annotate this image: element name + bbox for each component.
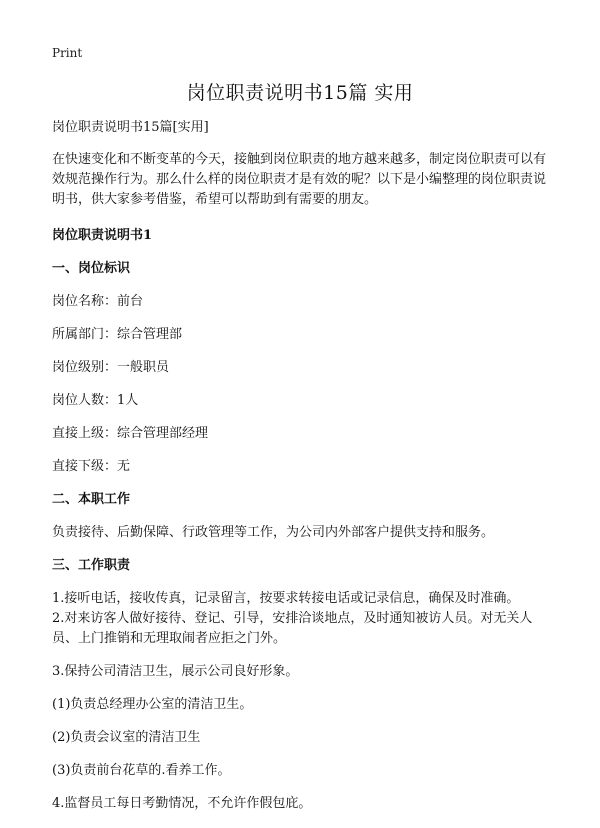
heading-main-work: 二、本职工作 bbox=[52, 492, 131, 507]
section-title: 岗位职责说明书1 bbox=[52, 228, 153, 243]
field-superior: 直接上级：综合管理部经理 bbox=[52, 426, 209, 441]
duty-item-2: 2.对来访客人做好接待、登记、引导，安排洽谈地点，及时通知被访人员。对无关人员、上门推销和无理取闹者应拒之门外。 bbox=[52, 611, 533, 646]
duty-sub-item-2: (2)负责会议室的清洁卫生 bbox=[52, 730, 201, 745]
duty-item-1: 1.接听电话，接收传真，记录留言，按要求转接电话或记录信息，确保及时准确。 bbox=[52, 591, 520, 606]
duty-sub-item-3: (3)负责前台花草的.看养工作。 bbox=[52, 763, 231, 778]
main-work-text: 负责接待、后勤保障、行政管理等工作，为公司内外部客户提供支持和服务。 bbox=[52, 525, 495, 540]
duty-item-4: 4.监督员工每日考勤情况，不允许作假包庇。 bbox=[52, 796, 312, 811]
field-headcount: 岗位人数：1人 bbox=[52, 393, 139, 408]
heading-duties: 三、工作职责 bbox=[52, 558, 131, 573]
heading-job-identity: 一、岗位标识 bbox=[52, 261, 131, 276]
document-subtitle: 岗位职责说明书15篇[实用] bbox=[52, 120, 209, 135]
page-title: 岗位职责说明书15篇 实用 bbox=[186, 82, 414, 104]
field-department: 所属部门：综合管理部 bbox=[52, 327, 183, 342]
field-subordinate: 直接下级：无 bbox=[52, 459, 131, 474]
duty-sub-item-1: (1)负责总经理办公室的清洁卫生。 bbox=[52, 697, 253, 712]
duty-item-3: 3.保持公司清洁卫生，展示公司良好形象。 bbox=[52, 664, 299, 679]
intro-paragraph: 在快速变化和不断变革的今天，接触到岗位职责的地方越来越多，制定岗位职责可以有效规范操作行为。那么什么样的岗位职责才是有效的呢？以下是小编整理的岗位职责说明书，供大家参考借鉴，希望可以帮助到有需要的朋友。 bbox=[52, 152, 547, 207]
print-link[interactable]: Print bbox=[52, 46, 83, 60]
field-level: 岗位级别：一般职员 bbox=[52, 360, 170, 375]
field-job-name: 岗位名称：前台 bbox=[52, 294, 144, 309]
document-body bbox=[52, 118, 552, 827]
